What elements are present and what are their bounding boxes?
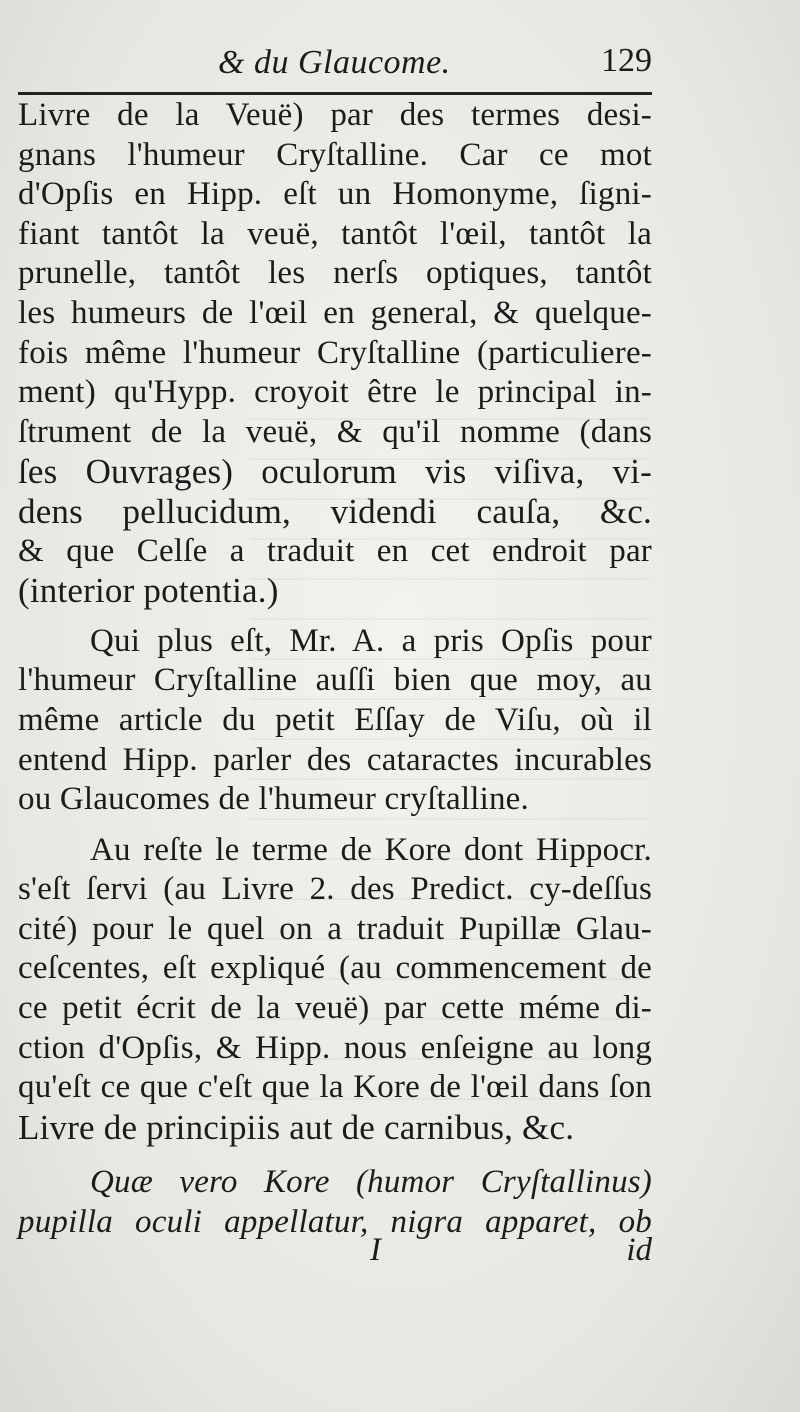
text-line: gnans l'humeur Cryſtalline. Car ce mot <box>18 136 652 173</box>
text-line: même article du petit Eſſay de Viſu, où il <box>18 701 652 738</box>
text-line: & que Celſe a traduit en cet endroit par <box>18 532 652 569</box>
body-text <box>18 96 652 1243</box>
text-line: d'Opſis en Hipp. eſt un Homonyme, ſigni- <box>18 176 652 213</box>
text-line: s'eſt ſervi (au Livre 2. des Predict. cy-deſſus <box>18 871 652 908</box>
text-line: Qui plus eſt, Mr. A. a pris Opſis pour <box>90 622 652 659</box>
text-line: prunelle, tantôt les nerſs optiques, tantôt <box>18 255 652 292</box>
running-head <box>18 40 652 92</box>
text-line: ction d'Opſis, & Hipp. nous enſeigne au long <box>18 1029 652 1066</box>
text-line: fois même l'humeur Cryſtalline (particuliere- <box>18 334 652 371</box>
paragraph-gap <box>18 611 652 622</box>
text-line: l'humeur Cryſtalline auſſi bien que moy, au <box>18 662 652 699</box>
text-line: ou Glaucomes de l'humeur cryſtalline. <box>18 781 529 818</box>
text-line: ceſcentes, eſt expliqué (au commencement de <box>18 950 652 987</box>
text-line: cité) pour le quel on a traduit Pupillæ Glau- <box>18 910 652 947</box>
text-line: ment) qu'Hypp. croyoit être le principal in- <box>18 374 652 411</box>
text-line: Au reſte le terme de Kore dont Hippocr. <box>90 831 652 868</box>
text-line: entend Hipp. parler des cataractes incurables <box>18 741 652 778</box>
text-line: les humeurs de l'œil en general, & quelque- <box>18 294 652 331</box>
text-line: ſes Ouvrages) oculorum vis viſiva, vi- <box>18 452 652 492</box>
catch-line <box>18 1232 652 1276</box>
catchword: id <box>626 1232 652 1268</box>
text-line: pupilla oculi appellatur, nigra apparet, ob <box>18 1204 652 1241</box>
text-line: qu'eſt ce que c'eſt que la Kore de l'œil dans ſon <box>18 1069 652 1106</box>
text-line: fiant tantôt la veuë, tantôt l'œil, tantôt la <box>18 215 652 252</box>
page-number: 129 <box>601 42 652 79</box>
text-line: dens pellucidum, videndi cauſa, &c. <box>18 491 652 531</box>
text-line: Quæ vero Kore (humor Cryſtallinus) <box>90 1164 652 1201</box>
paragraph-gap <box>18 1147 652 1163</box>
running-title: & du Glaucome. <box>218 44 451 81</box>
text-line: ce petit écrit de la veuë) par cette méme di- <box>18 990 652 1027</box>
text-line: Livre de la Veuë) par des termes desi- <box>18 97 652 133</box>
text-line: Livre de principiis aut de carnibus, &c. <box>18 1107 575 1147</box>
header-rule <box>18 92 652 95</box>
text-line: ſtrument de la veuë, & qu'il nomme (dans <box>18 413 652 450</box>
text-line: (interior potentia.) <box>18 571 279 611</box>
paragraph-gap <box>18 820 652 831</box>
signature-mark: I <box>370 1232 381 1268</box>
